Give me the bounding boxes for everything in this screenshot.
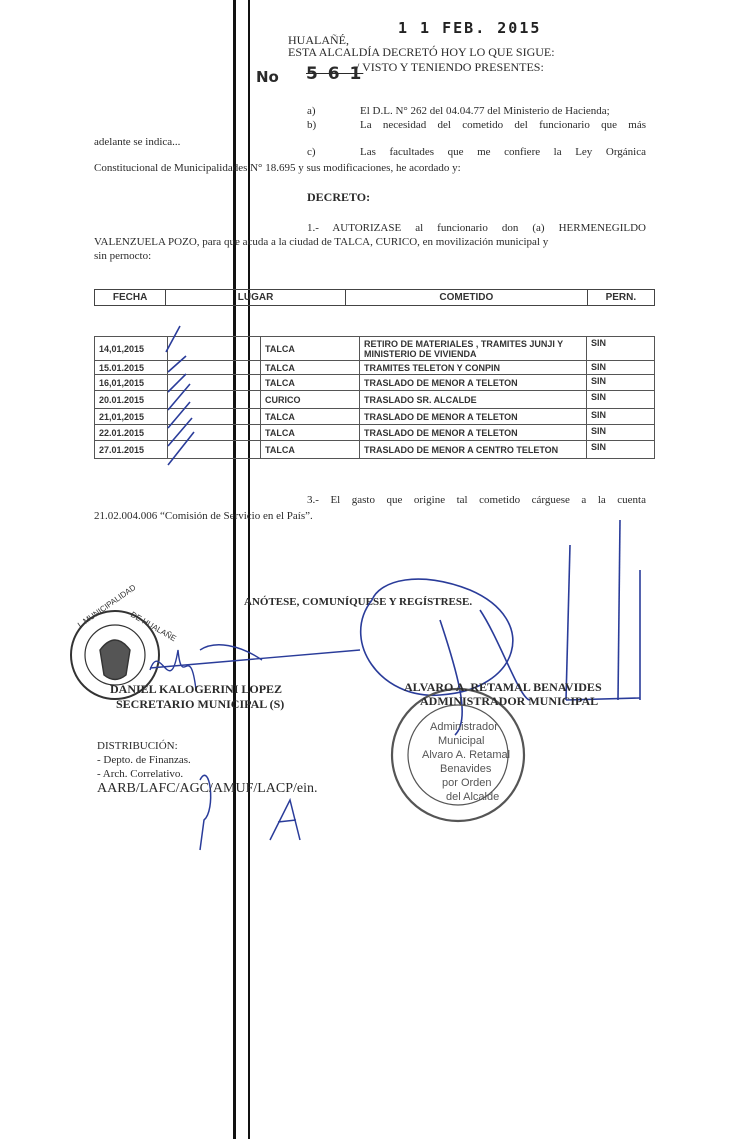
header-place: HUALAÑÉ, — [288, 33, 349, 47]
cell-pern: SIN — [587, 409, 655, 425]
col-cometido: COMETIDO — [345, 290, 587, 306]
svg-text:DE HUALAÑE: DE HUALAÑE — [129, 609, 178, 644]
cell-cometido: TRASLADO DE MENOR A TELETON — [360, 425, 587, 441]
left-signer-name: DANIEL KALOGERINI LOPEZ — [110, 682, 283, 696]
cell-cometido: TRAMITES TELETON Y CONPIN — [360, 361, 587, 375]
header-line2: / VISTO Y TENIENDO PRESENTES: — [356, 60, 544, 74]
decreto-p1-line3: sin pernocto: — [94, 250, 152, 262]
cell-lugar: TALCA — [261, 361, 360, 375]
distribution-initials: AARB/LAFC/AGC/AMUF/LACP/ein. — [97, 781, 318, 796]
cell-pern: SIN — [587, 391, 655, 409]
cell-pern: SIN — [587, 425, 655, 441]
cell-pern: SIN — [587, 337, 655, 361]
svg-text:del Alcalde: del Alcalde — [446, 791, 500, 803]
cell-pern: SIN — [587, 361, 655, 375]
cell-lugar: TALCA — [261, 409, 360, 425]
cell-cometido: RETIRO DE MATERIALES , TRAMITES JUNJI Y MINISTERIO DE VIVIENDA — [360, 337, 587, 361]
cell-lugar: TALCA — [261, 375, 360, 391]
date-stamp: 1 1 FEB. 2015 — [398, 19, 542, 37]
consid-c-cont: Constitucional de Municipalidades N° 18.695 y sus modificaciones, he acordado y: — [94, 162, 461, 174]
cell-pern: SIN — [587, 375, 655, 391]
decreto-p1-line2: VALENZUELA POZO, para que acuda a la ciudad de TALCA, CURICO, en movilización municipal y — [94, 236, 549, 248]
cell-cometido: TRASLADO DE MENOR A TELETON — [360, 409, 587, 425]
consid-a-text: El D.L. N° 262 del 04.04.77 del Ministerio de Hacienda; — [360, 105, 610, 117]
col-fecha: FECHA — [95, 290, 166, 306]
cell-lugar: TALCA — [261, 425, 360, 441]
clause3-line1: 3.- El gasto que origine tal cometido cárguese a la cuenta — [307, 494, 646, 506]
consid-b-text: La necesidad del cometido del funcionario que más — [360, 119, 646, 131]
cell-fecha: 16,01,2015 — [95, 375, 168, 391]
decreto-title: DECRETO: — [307, 190, 371, 204]
svg-text:Alvaro A. Retamal: Alvaro A. Retamal — [422, 749, 511, 761]
cell-cometido: TRASLADO DE MENOR A CENTRO TELETON — [360, 441, 587, 459]
cell-lugar: TALCA — [261, 441, 360, 459]
svg-text:Administrador: Administrador — [430, 721, 498, 733]
svg-text:Municipal: Municipal — [438, 735, 485, 747]
header-line1: ESTA ALCALDÍA DECRETÓ HOY LO QUE SIGUE: — [288, 45, 555, 59]
number-label: No — [256, 68, 279, 86]
svg-text:I. MUNICIPALIDAD: I. MUNICIPALIDAD — [75, 582, 138, 630]
right-signer-name: ALVARO A. RETAMAL BENAVIDES — [404, 680, 602, 694]
cell-lugar: TALCA — [261, 337, 360, 361]
consid-b-label: b) — [307, 119, 317, 131]
distribution-item-1: - Depto. de Finanzas. — [97, 754, 191, 766]
closing-formula: ANÓTESE, COMUNÍQUESE Y REGÍSTRESE. — [244, 596, 473, 608]
svg-text:por Orden: por Orden — [442, 777, 492, 789]
right-signer-title: ADMINISTRADOR MUNICIPAL — [420, 694, 599, 708]
cell-fecha: 14,01,2015 — [95, 337, 168, 361]
distribution-title: DISTRIBUCIÓN: — [97, 740, 178, 752]
svg-text:Benavides: Benavides — [440, 763, 492, 775]
decree-number: 5 6 1 — [306, 64, 364, 84]
cell-cometido: TRASLADO SR. ALCALDE — [360, 391, 587, 409]
cell-pern: SIN — [587, 441, 655, 459]
consid-c-text: Las facultades que me confiere la Ley Orgánica — [360, 146, 646, 158]
cell-fecha: 15.01.2015 — [95, 361, 168, 375]
cell-cometido: TRASLADO DE MENOR A TELETON — [360, 375, 587, 391]
cell-fecha: 27.01.2015 — [95, 441, 168, 459]
consid-b-cont: adelante se indica... — [94, 136, 181, 148]
col-pern: PERN. — [587, 290, 654, 306]
consid-c-label: c) — [307, 146, 316, 158]
cell-fecha: 22.01.2015 — [95, 425, 168, 441]
clause3-line2: 21.02.004.006 “Comisión de Servicio en el País”. — [94, 510, 313, 522]
left-signer-title: SECRETARIO MUNICIPAL (S) — [116, 697, 285, 711]
distribution-item-2: - Arch. Correlativo. — [97, 768, 184, 780]
consid-a-label: a) — [307, 105, 316, 117]
decreto-p1-line1: 1.- AUTORIZASE al funcionario don (a) HERMENEGILDO — [307, 222, 646, 234]
cell-lugar: CURICO — [261, 391, 360, 409]
cell-fecha: 20.01.2015 — [95, 391, 168, 409]
col-lugar: LUGAR — [166, 290, 346, 306]
cell-fecha: 21,01,2015 — [95, 409, 168, 425]
